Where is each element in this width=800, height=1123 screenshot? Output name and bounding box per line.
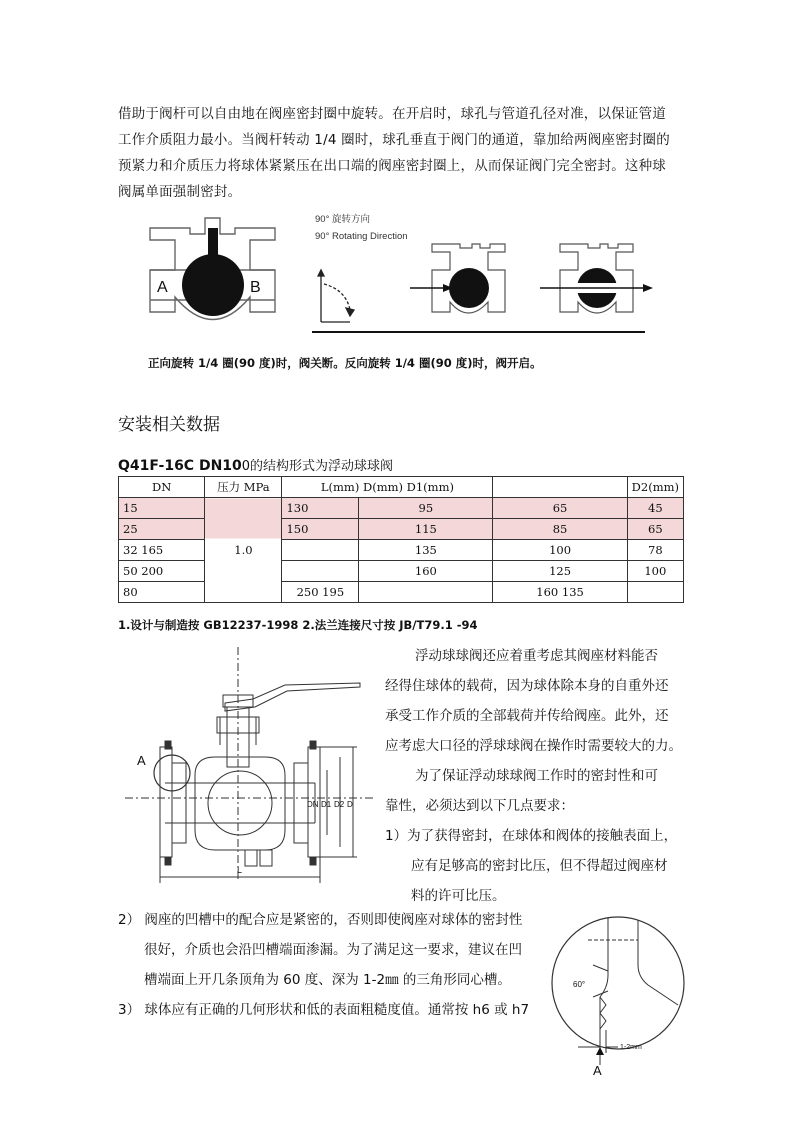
bottom-text — [118, 905, 548, 1025]
table-row — [119, 498, 684, 519]
header-d2: D2(mm) — [627, 477, 683, 498]
text-line: 2） 阀座的凹槽中的配合应是紧密的，否则即使阀座对球体的密封性 — [118, 912, 523, 928]
intro-line: 预紧力和介质压力将球体紧紧压在出口端的阀座密封圈上，从而保证阀门完全密封。这种球 — [118, 158, 666, 174]
text-line: 经得住球体的载荷，因为球体除本身的自重外还 — [385, 678, 669, 694]
cell: 65 — [493, 498, 627, 519]
groove-detail-figure — [548, 905, 688, 1080]
text-line: 浮动球球阀还应着重考虑其阀座材料能否 — [415, 648, 658, 664]
cell: 160 135 — [493, 582, 627, 603]
figure-caption: 正向旋转 1/4 圈(90 度)时，阀关断。反向旋转 1/4 圈(90 度)时，阀开启。 — [148, 356, 542, 370]
standards-note: 1.设计与制造按 GB12237-1998 2.法兰连接尺寸按 JB/T79.1 -94 — [118, 618, 478, 632]
detail-a-label: A — [593, 1063, 602, 1078]
cell — [282, 561, 359, 582]
cell: 130 — [282, 498, 359, 519]
header-lddd1: L(mm) D(mm) D1(mm) — [282, 477, 493, 498]
table-row — [119, 519, 684, 540]
rotation-label-cn: 90° 旋转方向 — [315, 214, 371, 225]
dim-dn: DN — [307, 800, 319, 809]
label-b: B — [250, 279, 261, 296]
valve-rotation-figure — [110, 212, 670, 342]
table-title-model: Q41F-16C DN10 — [118, 458, 242, 474]
cell-pressure: 1.0 — [205, 498, 282, 603]
text-line: 3） 球体应有正确的几何形状和低的表面粗糙度值。通常按 h6 或 h7 — [118, 1002, 530, 1018]
dim-d1: D1 — [321, 800, 332, 809]
cell: 80 — [119, 582, 205, 603]
text-line: 应考虑大口径的浮球球阀在操作时需要较大的力。 — [385, 738, 682, 754]
cell: 150 — [282, 519, 359, 540]
text-line: 承受工作介质的全部载荷并传给阀座。此外，还 — [385, 708, 669, 724]
ball — [182, 254, 244, 316]
header-dn: DN — [119, 477, 205, 498]
table-row — [119, 540, 684, 561]
text-line: 靠性，必须达到以下几点要求： — [385, 798, 574, 814]
text-line: 很好，介质也会沿凹槽端面渗漏。为了满足这一要求，建议在凹 — [144, 942, 522, 958]
detail-label-a: A — [137, 753, 146, 768]
text-line: 槽端面上开几条顶角为 60 度、深为 1-2㎜ 的三角形同心槽。 — [144, 972, 511, 988]
table-title — [118, 455, 393, 474]
label-a: A — [157, 279, 168, 296]
text-line: 1）为了获得密封，在球体和阀体的接触表面上， — [385, 828, 678, 844]
cell: 85 — [493, 519, 627, 540]
cell: 32 165 — [119, 540, 205, 561]
dim-l: L — [237, 865, 243, 875]
cell: 250 195 — [282, 582, 359, 603]
intro-line: 阀属单面强制密封。 — [118, 184, 242, 200]
table-header-row — [119, 477, 684, 498]
cell: 78 — [627, 540, 683, 561]
table-title-desc: 0的结构形式为浮动球球阀 — [241, 459, 394, 474]
angle-label: 60° — [573, 980, 586, 989]
ball-closed — [449, 268, 489, 308]
intro-paragraph — [118, 101, 683, 205]
cell — [627, 582, 683, 603]
intro-line: 借助于阀杆可以自由地在阀座密封圈中旋转。在开启时，球孔与管道孔径对准，以保证管道 — [118, 106, 666, 122]
dim-d: D — [347, 800, 353, 809]
cell: 100 — [493, 540, 627, 561]
cell: 50 200 — [119, 561, 205, 582]
cell: 100 — [627, 561, 683, 582]
cell: 45 — [627, 498, 683, 519]
text-line: 料的许可比压。 — [411, 888, 506, 904]
section-title: 安装相关数据 — [118, 415, 220, 435]
dim-d2: D2 — [334, 800, 345, 809]
cell: 25 — [119, 519, 205, 540]
cell: 115 — [359, 519, 493, 540]
cell: 65 — [627, 519, 683, 540]
depth-label: 1-2mm — [620, 1044, 642, 1051]
text-line: 应有足够高的密封比压，但不得超过阀座材 — [411, 858, 668, 874]
cell — [282, 540, 359, 561]
cell: 135 — [359, 540, 493, 561]
valve-assembly-drawing — [125, 645, 380, 895]
cell: 95 — [359, 498, 493, 519]
header-blank — [493, 477, 627, 498]
cell: 15 — [119, 498, 205, 519]
text-line: 为了保证浮动球球阀工作时的密封性和可 — [415, 768, 658, 784]
cell — [359, 582, 493, 603]
cell: 160 — [359, 561, 493, 582]
dimension-table — [118, 476, 684, 603]
header-pressure: 压力 MPa — [205, 477, 282, 498]
rotation-label-en: 90° Rotating Direction — [315, 231, 408, 242]
cell: 125 — [493, 561, 627, 582]
right-column-text — [385, 641, 685, 911]
table-row — [119, 561, 684, 582]
intro-line: 工作介质阻力最小。当阀杆转动 1/4 圈时，球孔垂直于阀门的通道，靠加给两阀座密封圈的 — [118, 132, 670, 148]
table-row — [119, 582, 684, 603]
rotation-arc-icon — [318, 270, 354, 322]
